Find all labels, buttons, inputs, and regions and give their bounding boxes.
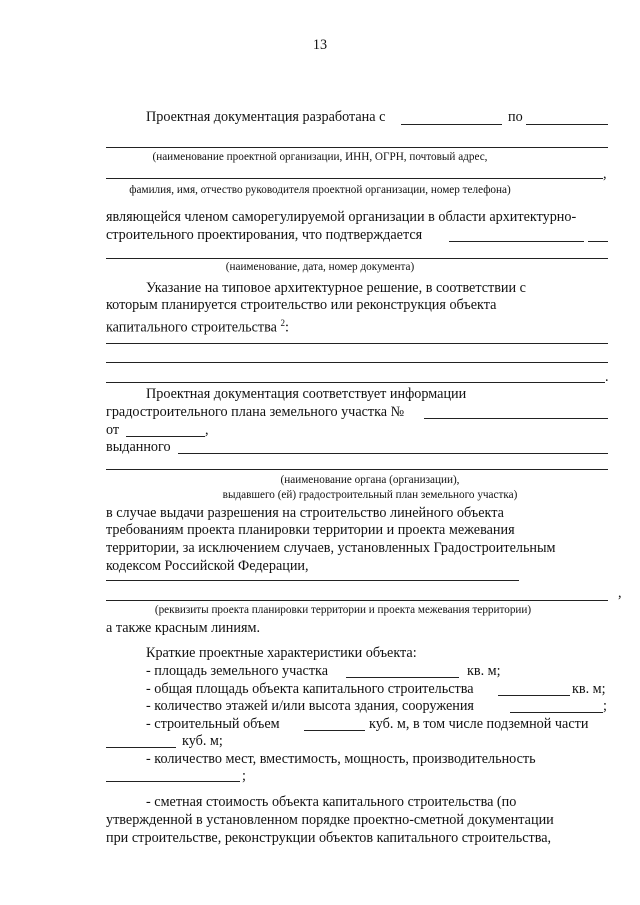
typical-blank-1[interactable] bbox=[106, 343, 608, 344]
gpzu-from-label: от bbox=[106, 422, 120, 438]
sro-line-2: строительного проектирования, что подтверждается bbox=[106, 227, 423, 243]
capacity-end: ; bbox=[242, 768, 246, 784]
volume-unit: куб. м; bbox=[182, 733, 223, 749]
total-area-unit: кв. м; bbox=[572, 681, 606, 697]
typical-line-3: капитального строительства bbox=[106, 319, 277, 336]
org-head-blank[interactable] bbox=[106, 178, 603, 179]
comma: , bbox=[603, 166, 607, 182]
floors-end: ; bbox=[603, 698, 607, 714]
gpzu-issuer-blank-1[interactable] bbox=[178, 453, 608, 454]
floors-label: - количество этажей и/или высота здания, сооружения bbox=[146, 698, 474, 714]
typical-colon: : bbox=[284, 319, 289, 336]
typical-end: . bbox=[605, 369, 609, 385]
gpzu-issued-label: выданного bbox=[106, 439, 171, 455]
caption-planning: (реквизиты проекта планировки территории и проекта межевания территории) bbox=[154, 604, 532, 616]
typical-blank-2[interactable] bbox=[106, 362, 608, 363]
org-name-blank[interactable] bbox=[106, 147, 608, 148]
brief-title: Краткие проектные характеристики объекта: bbox=[146, 645, 417, 661]
cost-line-2: утвержденной в установленном порядке проектно-сметной документации bbox=[106, 812, 554, 828]
date-to-blank[interactable] bbox=[526, 124, 608, 125]
cost-line-3: при строительстве, реконструкции объектов капитального строительства, bbox=[106, 830, 552, 846]
typical-line-2: которым планируется строительство или реконструкция объекта bbox=[106, 297, 497, 313]
planning-comma: , bbox=[618, 585, 622, 601]
developed-to-label: по bbox=[508, 109, 523, 125]
sro-doc-blank-3[interactable] bbox=[106, 258, 608, 259]
cost-line-1: - сметная стоимость объекта капитального строительства (по bbox=[146, 794, 517, 810]
underground-volume-blank[interactable] bbox=[106, 747, 176, 748]
gpzu-number-blank[interactable] bbox=[424, 418, 608, 419]
sro-doc-blank-1[interactable] bbox=[449, 241, 584, 242]
page-number: 13 bbox=[312, 37, 328, 53]
volume-blank[interactable] bbox=[304, 730, 365, 731]
footnote-marker: 2 bbox=[280, 318, 285, 328]
planning-blank-1[interactable] bbox=[106, 580, 519, 581]
linear-line-3: территории, за исключением случаев, установленных Градостроительным bbox=[106, 540, 556, 556]
caption-doc: (наименование, дата, номер документа) bbox=[225, 261, 415, 273]
floors-blank[interactable] bbox=[510, 712, 603, 713]
developed-text: Проектная документация разработана с bbox=[146, 109, 386, 125]
capacity-blank[interactable] bbox=[106, 781, 240, 782]
gpzu-issuer-blank-2[interactable] bbox=[106, 469, 608, 470]
date-from-blank[interactable] bbox=[401, 124, 502, 125]
gpzu-line-2: градостроительного плана земельного участка № bbox=[106, 404, 405, 420]
red-lines: а также красным линиям. bbox=[106, 620, 261, 636]
volume-label-b: куб. м, в том числе подземной части bbox=[369, 716, 589, 732]
total-area-blank[interactable] bbox=[498, 695, 570, 696]
caption-org-1: (наименование проектной организации, ИНН, ОГРН, почтовый адрес, bbox=[152, 151, 488, 163]
land-area-unit: кв. м; bbox=[467, 663, 501, 679]
sro-line-1: являющейся членом саморегулируемой организации в области архитектурно- bbox=[106, 209, 577, 225]
sro-doc-blank-2[interactable] bbox=[588, 241, 608, 242]
land-area-label: - площадь земельного участка bbox=[146, 663, 329, 679]
gpzu-line-1: Проектная документация соответствует информации bbox=[146, 386, 467, 402]
typical-line-1: Указание на типовое архитектурное решение, в соответствии с bbox=[146, 280, 526, 296]
volume-label: - строительный объем bbox=[146, 716, 280, 732]
land-area-blank[interactable] bbox=[346, 677, 459, 678]
linear-line-1: в случае выдачи разрешения на строительство линейного объекта bbox=[106, 505, 504, 521]
typical-blank-3[interactable] bbox=[106, 382, 605, 383]
linear-line-4: кодексом Российской Федерации, bbox=[106, 558, 309, 574]
total-area-label: - общая площадь объекта капитального строительства bbox=[146, 681, 474, 697]
caption-issuer-1: (наименование органа (организации), bbox=[280, 474, 460, 486]
capacity-label: - количество мест, вместимость, мощность, производительность bbox=[146, 751, 536, 767]
gpzu-date-blank[interactable] bbox=[126, 436, 205, 437]
gpzu-from-comma: , bbox=[205, 422, 209, 438]
linear-line-2: требованиям проекта планировки территории и проекта межевания bbox=[106, 522, 515, 538]
planning-blank-2[interactable] bbox=[106, 600, 608, 601]
caption-org-2: фамилия, имя, отчество руководителя проектной организации, номер телефона) bbox=[129, 184, 511, 196]
caption-issuer-2: выдавшего (ей) градостроительный план земельного участка) bbox=[222, 489, 518, 501]
